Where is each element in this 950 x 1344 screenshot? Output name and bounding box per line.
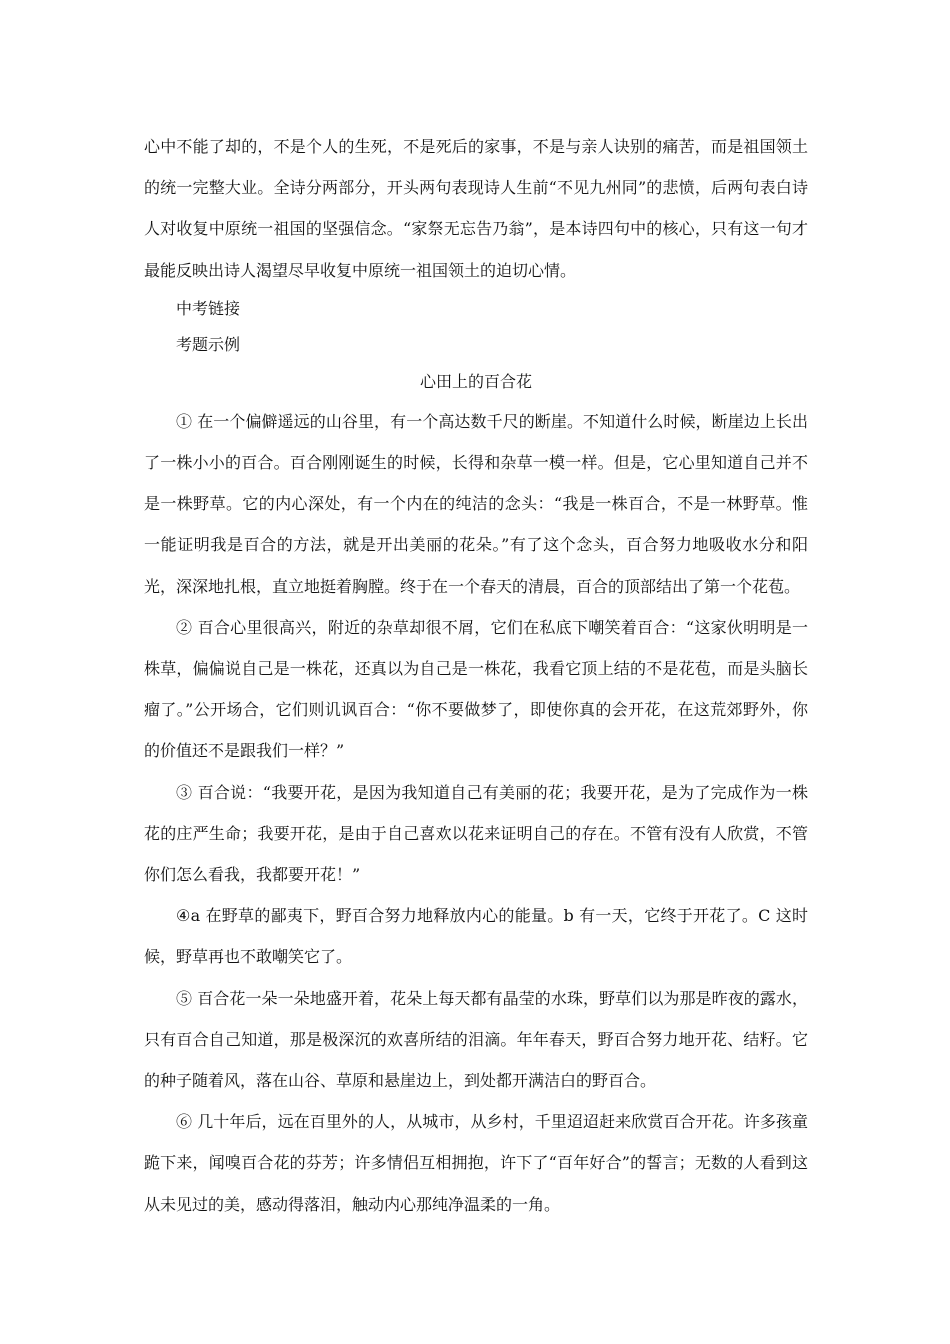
section-subheading: 考题示例	[176, 334, 241, 354]
document-page	[144, 126, 808, 1225]
article-paragraph-4: ④a 在野草的鄙夷下，野百合努力地释放内心的能量。b 有一天，它终于开花了。C 这时候，野草再也不敢嘲笑它了。	[144, 906, 808, 967]
article-paragraph-1: ① 在一个偏僻遥远的山谷里，有一个高达数千尺的断崖。不知道什么时候，断崖边上长出了一株小小的百合。百合刚刚诞生的时候，长得和杂草一模一样。但是，它心里知道自己并不是一株野草。它的内心深处，有一个内在的纯洁的念头：“我是一株百合，不是一林野草。惟一能证明我是百合的方法，就是开出美丽的花朵。”有了这个念头，百合努力地吸收水分和阳光，深深地扎根，直立地挺着胸膛。终于在一个春天的清晨，百合的顶部结出了第一个花苞。	[144, 411, 808, 596]
section-heading: 中考链接	[176, 298, 241, 318]
intro-paragraph: 心中不能了却的，不是个人的生死，不是死后的家事，不是与亲人诀别的痛苦，而是祖国领土的统一完整大业。全诗分两部分，开头两句表现诗人生前“不见九州同”的悲愤，后两句表白诗人对收复中原统一祖国的坚强信念。“家祭无忘告乃翁”，是本诗四句中的核心，只有这一句才最能反映出诗人渴望尽早收复中原统一祖国领土的迫切心情。	[144, 137, 808, 280]
article-paragraph-6: ⑥ 几十年后，远在百里外的人，从城市，从乡村，千里迢迢赶来欣赏百合开花。许多孩童跪下来，闻嗅百合花的芬芳；许多情侣互相拥抱，许下了“百年好合”的誓言；无数的人看到这从未见过的美，感动得落泪，触动内心那纯净温柔的一角。	[144, 1112, 808, 1214]
article-paragraph-3: ③ 百合说：“我要开花，是因为我知道自己有美丽的花；我要开花，是为了完成作为一株花的庄严生命；我要开花，是由于自己喜欢以花来证明自己的存在。不管有没有人欣赏，不管你们怎么看我，我都要开花！”	[144, 782, 808, 885]
article-title: 心田上的百合花	[419, 371, 532, 391]
article-paragraph-2: ② 百合心里很高兴，附近的杂草却很不屑，它们在私底下嘲笑着百合：“这家伙明明是一株草，偏偏说自己是一株花，还真以为自己是一株花，我看它顶上结的不是花苞，而是头脑长瘤了。”公开场合，它们则讥讽百合：“你不要做梦了，即使你真的会开花，在这荒郊野外，你的价值还不是跟我们一样？”	[144, 617, 808, 761]
article-paragraph-5: ⑤ 百合花一朵一朵地盛开着，花朵上每天都有晶莹的水珠，野草们以为那是昨夜的露水，只有百合自己知道，那是极深沉的欢喜所结的泪滴。年年春天，野百合努力地开花、结籽。它的种子随着风，落在山谷、草原和悬崖边上，到处都开满洁白的野百合。	[144, 988, 808, 1091]
